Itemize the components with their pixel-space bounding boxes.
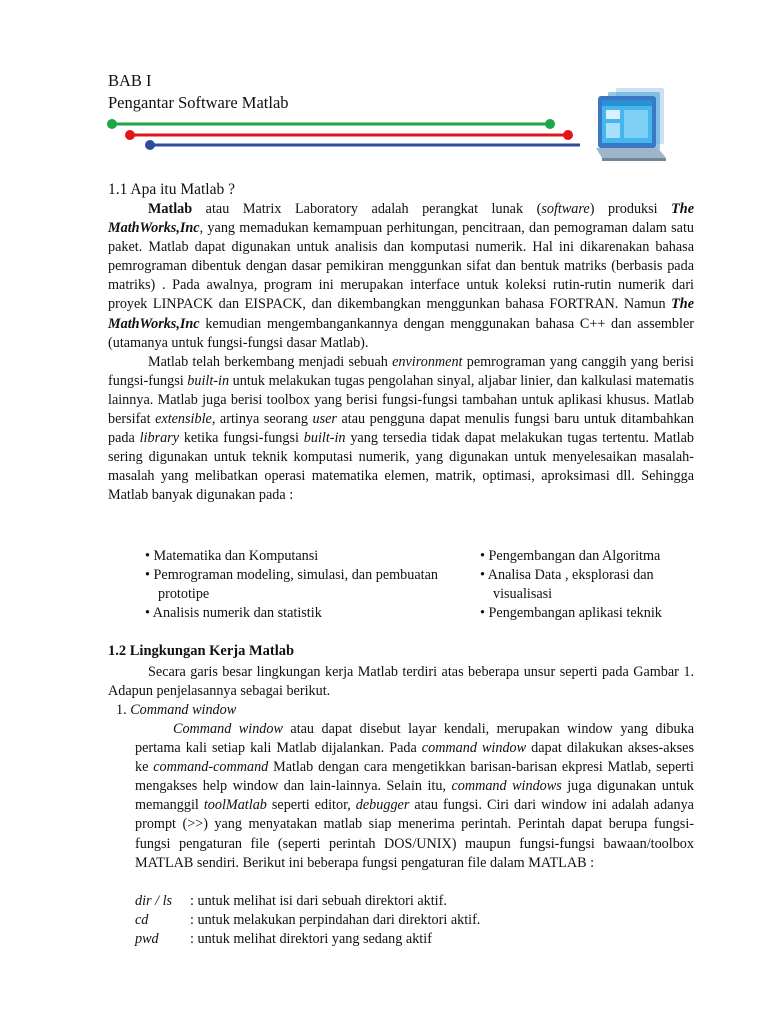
file-command-list — [135, 892, 480, 949]
command-window-paragraph — [135, 720, 694, 873]
text-span: untuk melakukan tugas pengolahan sinyal, aljabar linier, dan kalkulasi matematis lainnya. Matlab juga berisi toolbox yang berisi fungsi-fungsi tambahan untuk aplikasi khusus. Matlab bersifat — [108, 372, 694, 428]
section-1-title: 1.1 Apa itu Matlab ? — [108, 181, 235, 198]
command-row — [135, 911, 480, 930]
section-2-title: 1.2 Lingkungan Kerja Matlab — [108, 643, 295, 659]
text-span: atau pengguna dapat menulis fungsi baru untuk ditambahkan pada — [108, 411, 694, 447]
text-span: user — [312, 411, 337, 428]
text-span: Matlab telah berkembang menjadi sebuah — [148, 353, 393, 370]
text-span: software — [541, 201, 590, 217]
command-description: : untuk melihat direktori yang sedang aktif — [190, 931, 432, 948]
text-span: The MathWorks,Inc — [108, 296, 694, 332]
text-span: ) produksi — [589, 201, 672, 217]
chapter-number: BAB I — [108, 71, 152, 90]
paragraph-2 — [108, 353, 694, 506]
command-term: cd — [135, 912, 149, 929]
red-line-dot-right — [563, 130, 573, 140]
text-span: kemudian mengembangankannya dengan menggunakan bahasa C++ dan assembler (utamanya untuk fungsi-fungsi dasar Matlab). — [108, 315, 694, 351]
text-span: atau Matrix Laboratory adalah perangkat lunak ( — [192, 201, 542, 217]
text-span: extensible — [155, 411, 212, 428]
text-span: pemrograman yang canggih yang berisi fungsi-fungsi — [108, 353, 694, 389]
bullet-item: • Analisa Data , eksplorasi dan — [480, 567, 654, 584]
bullet-column-right — [480, 547, 662, 623]
blue-line-dot-left — [145, 140, 155, 150]
command-description: : untuk melakukan perpindahan dari direktori aktif. — [190, 912, 481, 929]
section-2-intro — [108, 663, 694, 701]
text-span: atau fungsi. Ciri dari window ini adalah adanya prompt (>>) yang menyatakan matlab siap menerima perintah. Perintah dapat berupa fungsi-fungsi pengaturan file (seperti perintah DOS/UNIX) maupun fungsi-fungsi bawaan/toolbox MATLAB sendiri. Berikut ini beberapa fungsi pengaturan file dalam MATLAB : — [135, 797, 694, 871]
text-span: atau dapat disebut layar kendali, merupakan window yang dibuka pertama kali setiap kali Matlab dijalankan. Pada — [135, 721, 694, 757]
text-span: command-command — [153, 759, 269, 776]
bullet-column-left — [145, 547, 438, 623]
section-2-intro-text: Secara garis besar lingkungan kerja Matlab terdiri atas beberapa unsur seperti pada Gambar 1. Adapun penjelasannya sebagai berikut. — [108, 664, 694, 700]
bullet-item: • Pengembangan dan Algoritma — [480, 548, 661, 564]
text-span: built-in — [187, 372, 230, 389]
command-window-description — [135, 720, 694, 873]
text-span: command windows — [451, 778, 562, 795]
text-span: yang tersedia tidak dapat melakukan tugas tertentu. Matlab sering digunakan untuk teknik komputasi numerik, yang digunakan untuk menyelesaikan masalah-masalah yang melibatkan operasi matematika elemen, matrik, optimasi, aproksimasi dll. Sehingga Matlab banyak digunakan pada : — [108, 430, 694, 504]
red-line-dot-left — [125, 130, 135, 140]
text-span: The MathWorks,Inc — [108, 201, 694, 237]
text-span: Command window — [173, 721, 283, 737]
usage-bullet-list — [145, 547, 695, 627]
text-span: library — [139, 430, 180, 447]
text-span: juga digunakan untuk memanggil — [135, 778, 695, 814]
text-span: , yang memadukan kemampuan perhitungan, pencitraan, dan pemograman dalam satu paket. Matlab dapat digunakan untuk analisis dan komputasi numerik. Hal ini dikarenakan bahasa pemrograman dibentuk dengan dasar pemikiran menggunkan sifat dan bentuk matriks (berbasis pada matriks) . Pada awalnya, program ini merupakan interface untuk koleksi rutin-rutin numerik dari proyek LINPACK dan EISPACK, dan dikembangkan menggunkan bahasa FORTRAN. Namun — [108, 220, 694, 313]
bullet-item: • Matematika dan Komputansi — [145, 548, 319, 564]
decorative-lines — [100, 112, 580, 152]
green-line-dot-right — [545, 119, 555, 129]
bullet-item: • Pemrograman modeling, simulasi, dan pembuatan — [145, 567, 438, 584]
text-span: toolMatlab — [203, 797, 267, 814]
text-span: built-in — [303, 430, 346, 447]
bullet-item: • Analisis numerik dan statistik — [145, 605, 322, 622]
list-item-title: Command window — [130, 702, 237, 718]
chapter-title: Pengantar Software Matlab — [108, 93, 289, 112]
text-span: ketika fungsi-fungsi — [179, 430, 304, 447]
text-span: dapat dilakukan akses-akses ke — [135, 740, 695, 776]
text-span: environment — [392, 353, 463, 370]
bullet-item: • Pengembangan aplikasi teknik — [480, 605, 662, 622]
green-line-dot-left — [107, 119, 117, 129]
command-description: : untuk melihat isi dari sebuah direktori aktif. — [190, 893, 447, 909]
chapter-header — [108, 70, 289, 114]
text-span: , artinya seorang — [211, 411, 313, 428]
command-row — [135, 892, 480, 911]
command-term: pwd — [135, 931, 159, 948]
text-span: debugger — [355, 797, 410, 814]
text-span: Matlab dengan cara mengetikkan barisan-barisan ekpresi Matlab, seperti mengakses help window dan lain-lainnya. Selain itu, — [135, 759, 694, 795]
command-term: dir / ls — [135, 893, 173, 909]
section-1-body — [108, 200, 694, 506]
list-item-command-window — [116, 701, 236, 720]
text-span: Matlab — [148, 201, 193, 217]
text-span: seperti editor, — [266, 797, 356, 814]
paragraph-1 — [108, 200, 694, 353]
bullet-item-continued: prototipe — [158, 586, 210, 603]
list-number: 1. — [116, 702, 127, 718]
computer-monitor-icon — [592, 86, 672, 164]
text-span: command window — [421, 740, 527, 757]
command-row — [135, 930, 480, 949]
bullet-item-continued: visualisasi — [493, 586, 553, 603]
